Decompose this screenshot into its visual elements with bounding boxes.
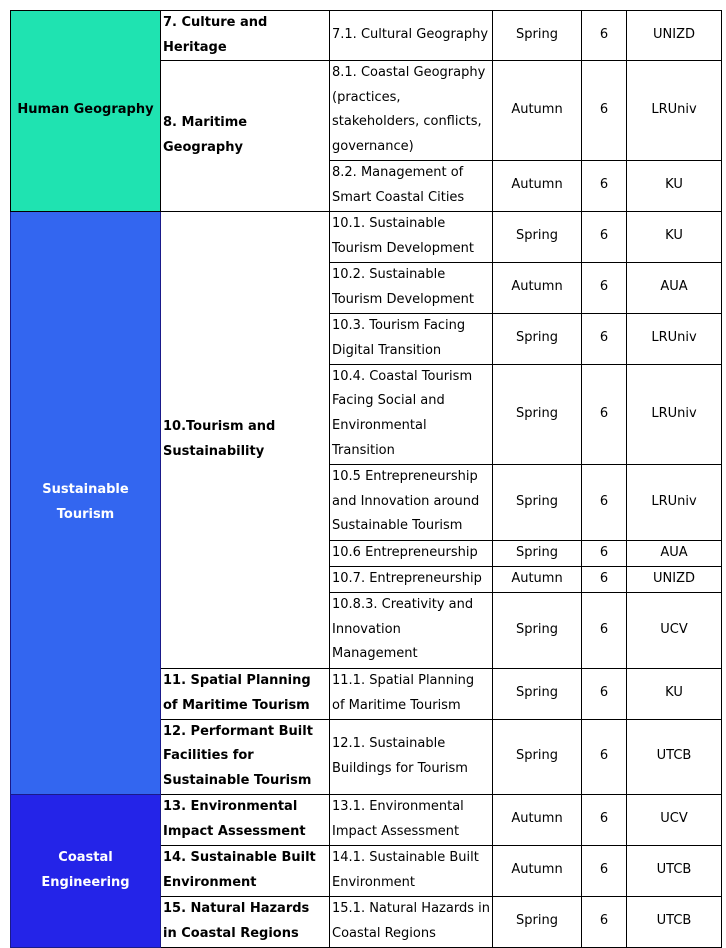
university-cell: LRUniv <box>627 313 722 364</box>
module-cell: 13. Environmental Impact Assessment <box>161 794 330 845</box>
semester-cell: Spring <box>493 211 582 262</box>
semester-cell: Spring <box>493 11 582 61</box>
module-cell: 15. Natural Hazards in Coastal Regions <box>161 896 330 947</box>
semester-cell: Spring <box>493 540 582 566</box>
course-cell: 10.7. Entrepreneurship <box>330 566 493 592</box>
module-cell: 10.Tourism and Sustainability <box>161 211 330 668</box>
area-cell-human-geography: Human Geography <box>11 11 161 212</box>
course-cell: 10.5 Entrepreneurship and Innovation around Sustainable Tourism <box>330 464 493 540</box>
ects-cell: 6 <box>582 262 627 313</box>
course-cell: 10.8.3. Creativity and Innovation Management <box>330 592 493 668</box>
semester-cell: Spring <box>493 896 582 947</box>
ects-cell: 6 <box>582 540 627 566</box>
area-cell-coastal-engineering: Coastal Engineering <box>11 794 161 947</box>
university-cell: UTCB <box>627 719 722 794</box>
university-cell: UCV <box>627 794 722 845</box>
table-row <box>11 11 722 61</box>
course-cell: 11.1. Spatial Planning of Maritime Tourism <box>330 668 493 719</box>
course-cell: 15.1. Natural Hazards in Coastal Regions <box>330 896 493 947</box>
module-cell: 14. Sustainable Built Environment <box>161 845 330 896</box>
module-cell: 12. Performant Built Facilities for Sustainable Tourism <box>161 719 330 794</box>
university-cell: UCV <box>627 592 722 668</box>
ects-cell: 6 <box>582 11 627 61</box>
university-cell: KU <box>627 668 722 719</box>
university-cell: UTCB <box>627 845 722 896</box>
semester-cell: Spring <box>493 313 582 364</box>
ects-cell: 6 <box>582 566 627 592</box>
module-cell: 11. Spatial Planning of Maritime Tourism <box>161 668 330 719</box>
semester-cell: Spring <box>493 719 582 794</box>
ects-cell: 6 <box>582 592 627 668</box>
course-cell: 10.2. Sustainable Tourism Development <box>330 262 493 313</box>
ects-cell: 6 <box>582 464 627 540</box>
ects-cell: 6 <box>582 160 627 211</box>
university-cell: UNIZD <box>627 11 722 61</box>
ects-cell: 6 <box>582 794 627 845</box>
course-cell: 13.1. Environmental Impact Assessment <box>330 794 493 845</box>
semester-cell: Autumn <box>493 794 582 845</box>
semester-cell: Spring <box>493 464 582 540</box>
university-cell: AUA <box>627 540 722 566</box>
university-cell: LRUniv <box>627 61 722 160</box>
table-row <box>11 211 722 262</box>
ects-cell: 6 <box>582 719 627 794</box>
university-cell: LRUniv <box>627 464 722 540</box>
course-cell: 10.6 Entrepreneurship <box>330 540 493 566</box>
course-cell: 8.1. Coastal Geography (practices, stakeholders, conflicts, governance) <box>330 61 493 160</box>
ects-cell: 6 <box>582 61 627 160</box>
curriculum-table <box>10 10 722 948</box>
course-cell: 10.3. Tourism Facing Digital Transition <box>330 313 493 364</box>
semester-cell: Autumn <box>493 262 582 313</box>
semester-cell: Spring <box>493 668 582 719</box>
ects-cell: 6 <box>582 668 627 719</box>
university-cell: LRUniv <box>627 364 722 464</box>
university-cell: UNIZD <box>627 566 722 592</box>
ects-cell: 6 <box>582 845 627 896</box>
ects-cell: 6 <box>582 896 627 947</box>
university-cell: AUA <box>627 262 722 313</box>
course-cell: 8.2. Management of Smart Coastal Cities <box>330 160 493 211</box>
university-cell: KU <box>627 160 722 211</box>
table-row <box>11 794 722 845</box>
university-cell: KU <box>627 211 722 262</box>
course-cell: 7.1. Cultural Geography <box>330 11 493 61</box>
university-cell: UTCB <box>627 896 722 947</box>
ects-cell: 6 <box>582 313 627 364</box>
semester-cell: Spring <box>493 592 582 668</box>
area-cell-sustainable-tourism: Sustainable Tourism <box>11 211 161 794</box>
semester-cell: Autumn <box>493 845 582 896</box>
course-cell: 14.1. Sustainable Built Environment <box>330 845 493 896</box>
module-cell: 7. Culture and Heritage <box>161 11 330 61</box>
semester-cell: Autumn <box>493 160 582 211</box>
semester-cell: Autumn <box>493 566 582 592</box>
course-cell: 10.1. Sustainable Tourism Development <box>330 211 493 262</box>
semester-cell: Autumn <box>493 61 582 160</box>
module-cell: 8. Maritime Geography <box>161 61 330 211</box>
ects-cell: 6 <box>582 211 627 262</box>
course-cell: 12.1. Sustainable Buildings for Tourism <box>330 719 493 794</box>
semester-cell: Spring <box>493 364 582 464</box>
ects-cell: 6 <box>582 364 627 464</box>
course-cell: 10.4. Coastal Tourism Facing Social and Environmental Transition <box>330 364 493 464</box>
